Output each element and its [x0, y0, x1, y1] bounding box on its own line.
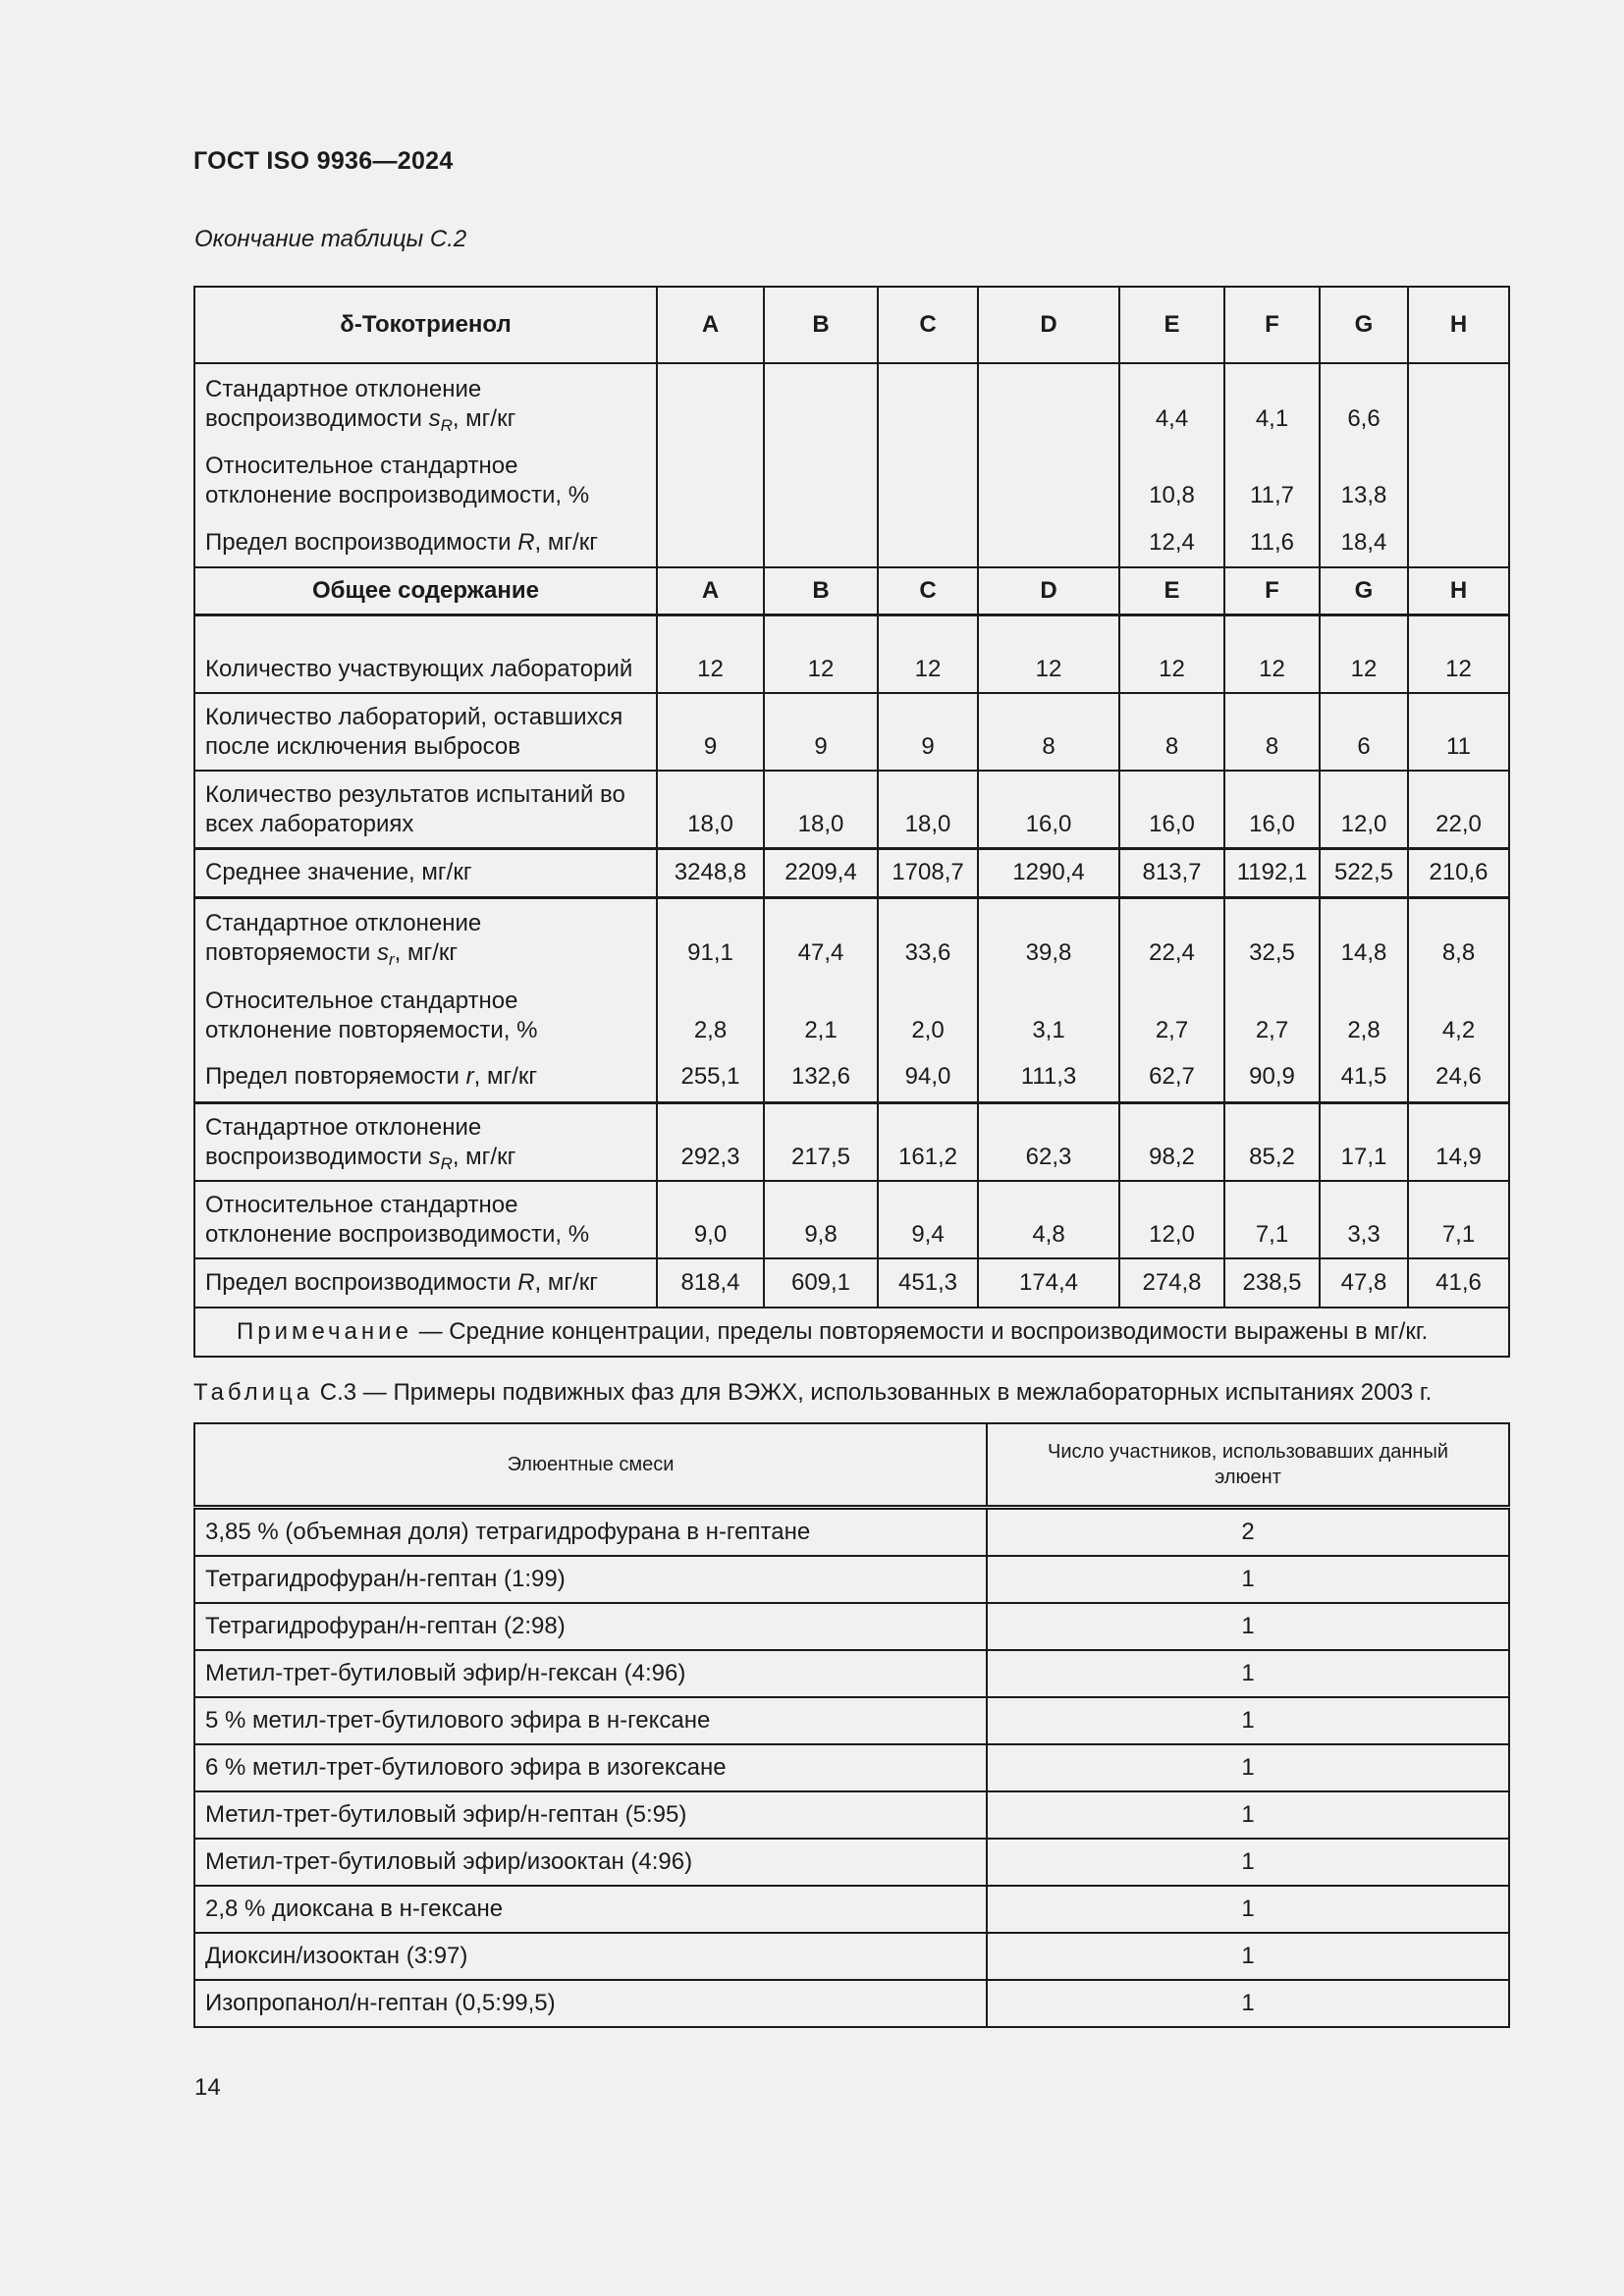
cell-value: 3,1 — [978, 976, 1119, 1053]
table-row — [194, 1508, 1509, 1557]
cell-value: 4,4 — [1119, 363, 1224, 442]
cell-value: 14,9 — [1408, 1102, 1509, 1181]
cell-value — [878, 518, 978, 567]
row-label-unit: , мг/кг — [534, 528, 599, 556]
row-label — [194, 442, 657, 518]
cell-value — [764, 442, 878, 518]
cell-value: 16,0 — [1119, 771, 1224, 848]
table-row — [194, 1102, 1509, 1181]
row-label — [194, 976, 657, 1053]
cell-value: 12 — [1408, 614, 1509, 693]
cell-value: 18,0 — [764, 771, 878, 848]
column-header: G — [1320, 287, 1408, 363]
cell-value: 18,4 — [1320, 518, 1408, 567]
row-label-subscript-text: R — [440, 1154, 453, 1173]
table-row — [194, 771, 1509, 848]
cell-value: 10,8 — [1119, 442, 1224, 518]
table-row — [194, 1886, 1509, 1933]
row-label — [194, 848, 657, 897]
participant-count-cell: 1 — [987, 1839, 1509, 1886]
cell-value: 1290,4 — [978, 848, 1119, 897]
column-header: H — [1408, 567, 1509, 614]
row-label-unit: , мг/кг — [452, 1144, 516, 1170]
column-header: G — [1320, 567, 1408, 614]
cell-value: 2,8 — [1320, 976, 1408, 1053]
cell-value: 62,3 — [978, 1102, 1119, 1181]
cell-value — [878, 363, 978, 442]
note-label: Примечание — [237, 1318, 412, 1345]
row-label-unit: , мг/кг — [534, 1269, 599, 1296]
cell-value: 274,8 — [1119, 1258, 1224, 1308]
cell-value: 4,1 — [1224, 363, 1320, 442]
table-row — [194, 976, 1509, 1053]
column-header: F — [1224, 567, 1320, 614]
row-label-text: Относительное стандартное отклонение повторяемости, % — [205, 988, 538, 1043]
cell-value: 91,1 — [657, 897, 764, 976]
cell-value — [978, 518, 1119, 567]
column-header: E — [1119, 567, 1224, 614]
row-label-symbol: r — [465, 1063, 474, 1091]
cell-value: 2209,4 — [764, 848, 878, 897]
row-label — [194, 693, 657, 771]
cell-value: 11,7 — [1224, 442, 1320, 518]
cell-value — [978, 442, 1119, 518]
participant-count-cell: 1 — [987, 1933, 1509, 1980]
row-label-text: Количество лабораторий, оставшихся после исключения выбросов — [205, 704, 623, 760]
eluent-cell: Тетрагидрофуран/н-гептан (1:99) — [194, 1556, 987, 1603]
column-header: H — [1408, 287, 1509, 363]
eluent-cell: 2,8 % диоксана в н-гексане — [194, 1886, 987, 1933]
cell-value: 2,7 — [1119, 976, 1224, 1053]
table-row — [194, 1697, 1509, 1744]
table-c2-header-tocotrienol — [194, 287, 1509, 363]
cell-value: 13,8 — [1320, 442, 1408, 518]
table-row — [194, 897, 1509, 976]
cell-value: 818,4 — [657, 1258, 764, 1308]
cell-value: 11,6 — [1224, 518, 1320, 567]
row-label-text: Количество участвующих лабораторий — [205, 656, 633, 682]
eluent-cell: Изопропанол/н-гептан (0,5:99,5) — [194, 1980, 987, 2027]
table-row — [194, 1603, 1509, 1650]
participant-count-cell: 1 — [987, 1980, 1509, 2027]
table-row — [194, 614, 1509, 693]
column-header: C — [878, 567, 978, 614]
table-c2-note-row — [194, 1308, 1509, 1357]
cell-value: 8 — [1119, 693, 1224, 771]
row-label-subscript-text: R — [440, 416, 453, 435]
cell-value: 12,0 — [1320, 771, 1408, 848]
table-c2 — [193, 286, 1510, 1358]
cell-value: 2,0 — [878, 976, 978, 1053]
cell-value: 9 — [878, 693, 978, 771]
row-label — [194, 363, 657, 442]
cell-value: 522,5 — [1320, 848, 1408, 897]
cell-value: 98,2 — [1119, 1102, 1224, 1181]
cell-value: 16,0 — [1224, 771, 1320, 848]
cell-value: 47,8 — [1320, 1258, 1408, 1308]
table-row — [194, 1181, 1509, 1258]
cell-value: 9,8 — [764, 1181, 878, 1258]
row-label-unit: , мг/кг — [452, 405, 516, 432]
eluent-cell: Метил-трет-бутиловый эфир/н-гептан (5:95) — [194, 1791, 987, 1839]
column-header: D — [978, 567, 1119, 614]
document-header: ГОСТ ISO 9936—2024 — [193, 147, 454, 175]
cell-value — [764, 363, 878, 442]
table-row — [194, 1053, 1509, 1102]
cell-value: 9 — [657, 693, 764, 771]
cell-value: 22,0 — [1408, 771, 1509, 848]
cell-value: 41,6 — [1408, 1258, 1509, 1308]
row-label — [194, 518, 657, 567]
eluent-cell: 5 % метил-трет-бутилового эфира в н-гексане — [194, 1697, 987, 1744]
section-title: δ-Токотриенол — [194, 287, 657, 363]
column-header: B — [764, 567, 878, 614]
column-header: D — [978, 287, 1119, 363]
row-label-unit: , мг/кг — [473, 1063, 538, 1091]
cell-value: 2,8 — [657, 976, 764, 1053]
cell-value: 2,7 — [1224, 976, 1320, 1053]
cell-value: 4,8 — [978, 1181, 1119, 1258]
row-label-symbol: s — [428, 405, 441, 432]
cell-value: 62,7 — [1119, 1053, 1224, 1102]
cell-value: 8,8 — [1408, 897, 1509, 976]
cell-value: 32,5 — [1224, 897, 1320, 976]
table-c2-note — [194, 1308, 1509, 1357]
row-label-text: Среднее значение, мг/кг — [205, 859, 472, 885]
eluent-cell: Метил-трет-бутиловый эфир/изооктан (4:96) — [194, 1839, 987, 1886]
cell-value: 217,5 — [764, 1102, 878, 1181]
participant-count-cell: 1 — [987, 1886, 1509, 1933]
table-row — [194, 693, 1509, 771]
row-label-symbol: R — [517, 1269, 535, 1296]
eluent-cell: Диоксин/изооктан (3:97) — [194, 1933, 987, 1980]
cell-value — [1408, 518, 1509, 567]
row-label — [194, 1102, 657, 1181]
cell-value: 210,6 — [1408, 848, 1509, 897]
table-c2-caption: Окончание таблицы С.2 — [194, 226, 467, 252]
cell-value: 255,1 — [657, 1053, 764, 1102]
column-header: F — [1224, 287, 1320, 363]
section-title: Общее содержание — [194, 567, 657, 614]
cell-value: 7,1 — [1224, 1181, 1320, 1258]
cell-value: 111,3 — [978, 1053, 1119, 1102]
participant-count-cell: 2 — [987, 1508, 1509, 1557]
row-label-text: Относительное стандартное отклонение воспроизводимости, % — [205, 1192, 590, 1248]
cell-value: 174,4 — [978, 1258, 1119, 1308]
table-c2-header-total — [194, 567, 1509, 614]
cell-value: 1708,7 — [878, 848, 978, 897]
cell-value: 8 — [978, 693, 1119, 771]
cell-value: 24,6 — [1408, 1053, 1509, 1102]
cell-value — [978, 363, 1119, 442]
cell-value: 4,2 — [1408, 976, 1509, 1053]
column-header: C — [878, 287, 978, 363]
cell-value: 17,1 — [1320, 1102, 1408, 1181]
table-row — [194, 1933, 1509, 1980]
cell-value: 813,7 — [1119, 848, 1224, 897]
cell-value: 161,2 — [878, 1102, 978, 1181]
row-label-text: Предел воспроизводимости — [205, 1269, 518, 1296]
note-text: — Средние концентрации, пределы повторяемости и воспроизводимости выражены в мг/кг. — [411, 1318, 1429, 1345]
cell-value: 6,6 — [1320, 363, 1408, 442]
cell-value: 94,0 — [878, 1053, 978, 1102]
cell-value — [657, 518, 764, 567]
participant-count-cell: 1 — [987, 1791, 1509, 1839]
row-label-unit: , мг/кг — [394, 939, 459, 966]
row-label — [194, 771, 657, 848]
row-label-subscript — [441, 1154, 453, 1173]
row-label-text: Предел воспроизводимости — [205, 528, 518, 556]
cell-value: 3248,8 — [657, 848, 764, 897]
cell-value: 1192,1 — [1224, 848, 1320, 897]
cell-value — [764, 518, 878, 567]
cell-value: 12 — [657, 614, 764, 693]
cell-value: 12,4 — [1119, 518, 1224, 567]
participant-count-cell: 1 — [987, 1697, 1509, 1744]
cell-value: 12 — [764, 614, 878, 693]
cell-value: 14,8 — [1320, 897, 1408, 976]
participant-count-cell: 1 — [987, 1603, 1509, 1650]
cell-value: 18,0 — [657, 771, 764, 848]
table-c3-col-count-header: Число участников, использовавших данный элюент — [987, 1423, 1509, 1508]
table-c3-caption-label: Таблица — [193, 1379, 314, 1406]
cell-value: 3,3 — [1320, 1181, 1408, 1258]
cell-value: 9,0 — [657, 1181, 764, 1258]
row-label-subscript-text: r — [388, 950, 395, 969]
participant-count-cell: 1 — [987, 1650, 1509, 1697]
table-row — [194, 1556, 1509, 1603]
cell-value: 8 — [1224, 693, 1320, 771]
cell-value: 12,0 — [1119, 1181, 1224, 1258]
cell-value: 609,1 — [764, 1258, 878, 1308]
table-row — [194, 1839, 1509, 1886]
cell-value: 9 — [764, 693, 878, 771]
cell-value: 292,3 — [657, 1102, 764, 1181]
row-label — [194, 1181, 657, 1258]
row-label-text: Предел повторяемости — [205, 1063, 466, 1091]
cell-value: 33,6 — [878, 897, 978, 976]
table-c3-header-row — [194, 1423, 1509, 1508]
cell-value — [1408, 363, 1509, 442]
cell-value: 12 — [978, 614, 1119, 693]
eluent-cell: Метил-трет-бутиловый эфир/н-гексан (4:96) — [194, 1650, 987, 1697]
table-row — [194, 1650, 1509, 1697]
row-label-symbol: s — [428, 1144, 441, 1170]
cell-value — [878, 442, 978, 518]
cell-value: 39,8 — [978, 897, 1119, 976]
table-row — [194, 518, 1509, 567]
table-c3-col-eluent-header: Элюентные смеси — [194, 1423, 987, 1508]
row-label-symbol: s — [376, 939, 389, 966]
page-number: 14 — [194, 2074, 221, 2101]
participant-count-cell: 1 — [987, 1744, 1509, 1791]
eluent-cell: 6 % метил-трет-бутилового эфира в изогексане — [194, 1744, 987, 1791]
cell-value: 18,0 — [878, 771, 978, 848]
row-label-symbol: R — [517, 528, 535, 556]
cell-value: 22,4 — [1119, 897, 1224, 976]
cell-value: 47,4 — [764, 897, 878, 976]
cell-value — [657, 442, 764, 518]
row-label-text: Стандартное отклонение воспроизводимости — [205, 1114, 482, 1170]
row-label — [194, 614, 657, 693]
row-label — [194, 897, 657, 976]
table-c3-caption-text: С.3 — Примеры подвижных фаз для ВЭЖХ, использованных в межлабораторных испытаниях 2003 г. — [313, 1379, 1433, 1406]
row-label-text: Стандартное отклонение повторяемости — [205, 910, 482, 966]
eluent-cell: 3,85 % (объемная доля) тетрагидрофурана в н-гептане — [194, 1508, 987, 1557]
cell-value: 238,5 — [1224, 1258, 1320, 1308]
cell-value: 2,1 — [764, 976, 878, 1053]
table-row — [194, 442, 1509, 518]
cell-value: 7,1 — [1408, 1181, 1509, 1258]
table-row — [194, 1744, 1509, 1791]
cell-value: 85,2 — [1224, 1102, 1320, 1181]
table-c3-caption — [193, 1379, 1432, 1407]
row-label-text: Количество результатов испытаний во всех лабораториях — [205, 780, 625, 837]
cell-value: 132,6 — [764, 1053, 878, 1102]
column-header: A — [657, 287, 764, 363]
row-label-subscript — [441, 416, 453, 435]
cell-value: 90,9 — [1224, 1053, 1320, 1102]
table-c3 — [193, 1422, 1510, 2028]
row-label — [194, 1258, 657, 1308]
table-row — [194, 1980, 1509, 2027]
table-row — [194, 363, 1509, 442]
row-label — [194, 1053, 657, 1102]
cell-value: 11 — [1408, 693, 1509, 771]
table-row — [194, 1258, 1509, 1308]
cell-value: 12 — [1119, 614, 1224, 693]
participant-count-cell: 1 — [987, 1556, 1509, 1603]
cell-value — [657, 363, 764, 442]
table-row — [194, 1791, 1509, 1839]
column-header: E — [1119, 287, 1224, 363]
column-header: B — [764, 287, 878, 363]
cell-value — [1408, 442, 1509, 518]
cell-value: 16,0 — [978, 771, 1119, 848]
table-row — [194, 848, 1509, 897]
cell-value: 451,3 — [878, 1258, 978, 1308]
cell-value: 6 — [1320, 693, 1408, 771]
cell-value: 41,5 — [1320, 1053, 1408, 1102]
cell-value: 12 — [878, 614, 978, 693]
cell-value: 9,4 — [878, 1181, 978, 1258]
cell-value: 12 — [1224, 614, 1320, 693]
row-label-text: Относительное стандартное отклонение воспроизводимости, % — [205, 453, 590, 508]
eluent-cell: Тетрагидрофуран/н-гептан (2:98) — [194, 1603, 987, 1650]
row-label-text: Стандартное отклонение воспроизводимости — [205, 376, 482, 432]
cell-value: 12 — [1320, 614, 1408, 693]
column-header: A — [657, 567, 764, 614]
